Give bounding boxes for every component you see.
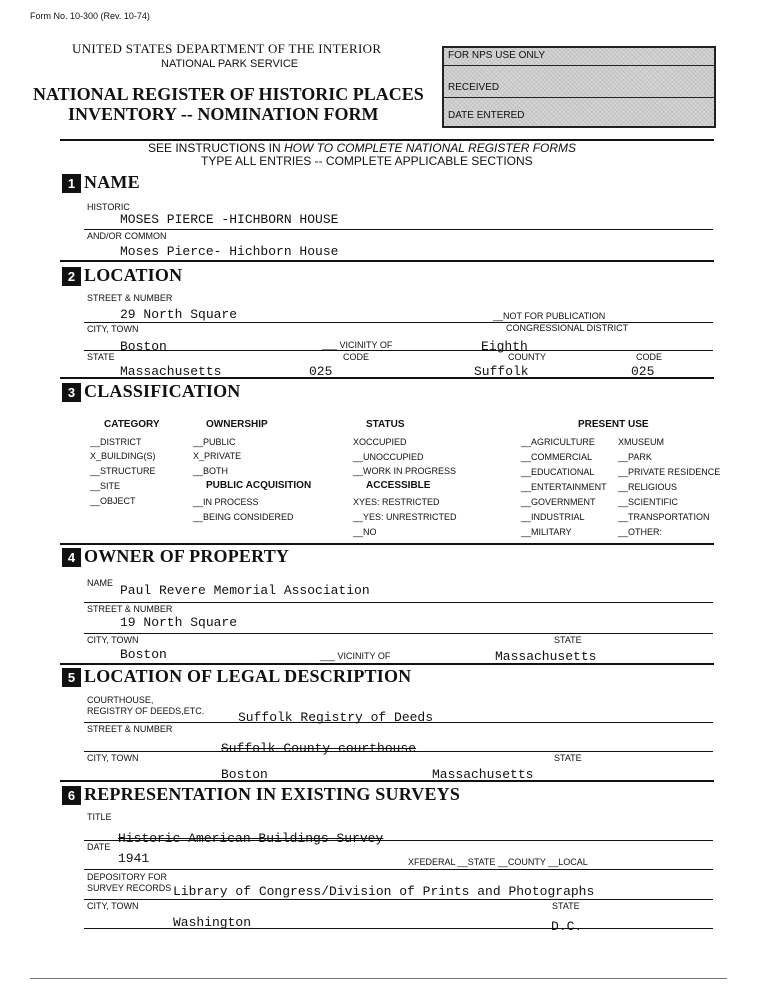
agency-name: NATIONAL PARK SERVICE	[161, 58, 299, 70]
owner-state-label: STATE	[554, 635, 582, 645]
instructions-italic: HOW TO COMPLETE NATIONAL REGISTER FORMS	[284, 141, 577, 155]
state-label: STATE	[87, 352, 115, 362]
accessible-unrestricted: __YES: UNRESTRICTED	[353, 512, 457, 522]
section-title: LOCATION OF LEGAL DESCRIPTION	[84, 666, 412, 686]
depository-state: D.C.	[551, 919, 583, 934]
survey-title: Historic American Buildings Survey	[118, 831, 384, 846]
owner-vicinity-label: ___ VICINITY OF	[320, 651, 391, 661]
category-heading: CATEGORY	[104, 419, 160, 430]
use-commercial: __COMMERCIAL	[521, 452, 593, 462]
owner-name: Paul Revere Memorial Association	[120, 583, 370, 598]
section-title: LOCATION	[84, 265, 183, 285]
category-buildings: X_BUILDING(S)	[90, 451, 156, 461]
depository-city: Washington	[173, 915, 252, 930]
use-agriculture: __AGRICULTURE	[521, 437, 595, 447]
section-6-header	[62, 784, 460, 805]
use-transportation: __TRANSPORTATION	[618, 512, 710, 522]
category-site: __SITE	[90, 481, 121, 491]
ownership-public: __PUBLIC	[193, 437, 236, 447]
section-5-header	[62, 666, 411, 687]
street-label: STREET & NUMBER	[87, 293, 173, 303]
section-title: OWNER OF PROPERTY	[84, 546, 290, 566]
use-park: __PARK	[618, 452, 652, 462]
form-title-line2: INVENTORY -- NOMINATION FORM	[68, 104, 379, 124]
section-number: 2	[62, 267, 81, 286]
common-name: Moses Pierce- Hichborn House	[120, 244, 339, 259]
owner-street: 19 North Square	[120, 615, 238, 630]
legal-state-label: STATE	[554, 753, 582, 763]
county-label: COUNTY	[508, 352, 546, 362]
survey-date: 1941	[118, 851, 150, 866]
public-acquisition-heading: PUBLIC ACQUISITION	[206, 480, 312, 491]
owner-state: Massachusetts	[495, 649, 597, 664]
status-work-in-progress: __WORK IN PROGRESS	[353, 466, 457, 476]
courthouse-label-2: REGISTRY OF DEEDS,ETC.	[87, 706, 205, 716]
legal-city: Boston	[221, 767, 268, 782]
use-military: __MILITARY	[521, 527, 572, 537]
section-number: 5	[62, 668, 81, 687]
legal-state: Massachusetts	[432, 767, 534, 782]
code-value: 025	[309, 364, 333, 379]
received-label: RECEIVED	[448, 82, 500, 93]
survey-levels: XFEDERAL __STATE __COUNTY __LOCAL	[408, 857, 588, 867]
congressional-district-label: CONGRESSIONAL DISTRICT	[506, 323, 629, 333]
not-for-publication: __NOT FOR PUBLICATION	[493, 311, 606, 321]
county-value: Suffolk	[474, 364, 529, 379]
historic-name: MOSES PIERCE -HICHBORN HOUSE	[120, 212, 339, 227]
status-unoccupied: __UNOCCUPIED	[353, 452, 424, 462]
acquisition-being-considered: __BEING CONSIDERED	[193, 512, 294, 522]
use-entertainment: __ENTERTAINMENT	[521, 482, 607, 492]
legal-street-label: STREET & NUMBER	[87, 724, 173, 734]
ownership-both: __BOTH	[193, 466, 229, 476]
depository-label-2: SURVEY RECORDS	[87, 883, 172, 893]
legal-street: Suffolk County courthouse	[221, 741, 417, 756]
legal-city-label: CITY, TOWN	[87, 753, 139, 763]
accessible-heading: ACCESSIBLE	[366, 480, 431, 491]
category-object: __OBJECT	[90, 496, 136, 506]
nps-box-header: FOR NPS USE ONLY	[448, 50, 546, 61]
accessible-no: __NO	[353, 527, 377, 537]
code2-label: CODE	[636, 352, 663, 362]
street-value: 29 North Square	[120, 307, 238, 322]
category-structure: __STRUCTURE	[90, 466, 156, 476]
depository-value: Library of Congress/Division of Prints and Photographs	[173, 884, 595, 899]
use-scientific: __SCIENTIFIC	[618, 497, 679, 507]
historic-label: HISTORIC	[87, 202, 130, 212]
state-value: Massachusetts	[120, 364, 222, 379]
section-number: 3	[62, 383, 81, 402]
common-name-label: AND/OR COMMON	[87, 231, 167, 241]
section-number: 1	[62, 174, 81, 193]
instructions-line2: TYPE ALL ENTRIES -- COMPLETE APPLICABLE SECTIONS	[201, 154, 533, 168]
section-2-header	[62, 265, 182, 286]
acquisition-in-process: __IN PROCESS	[193, 497, 259, 507]
form-number: Form No. 10-300 (Rev. 10-74)	[30, 11, 150, 21]
section-4-header	[62, 546, 289, 567]
section-title: CLASSIFICATION	[84, 381, 241, 401]
category-district: __DISTRICT	[90, 437, 142, 447]
section-3-header	[62, 381, 241, 402]
status-occupied: XOCCUPIED	[353, 437, 407, 447]
depository-label-1: DEPOSITORY FOR	[87, 872, 168, 882]
courthouse-value: Suffolk Registry of Deeds	[238, 710, 434, 725]
survey-date-label: DATE	[87, 842, 111, 852]
ownership-private: X_PRIVATE	[193, 451, 242, 461]
vicinity-label: ___ VICINITY OF	[322, 340, 393, 350]
present-use-heading: PRESENT USE	[578, 419, 649, 430]
code2-value: 025	[631, 364, 655, 379]
use-museum: XMUSEUM	[618, 437, 665, 447]
owner-name-label: NAME	[87, 578, 114, 588]
use-industrial: __INDUSTRIAL	[521, 512, 585, 522]
courthouse-label-1: COURTHOUSE,	[87, 695, 154, 705]
section-title: NAME	[84, 172, 140, 192]
section-number: 4	[62, 548, 81, 567]
use-private-residence: __PRIVATE RESIDENCE	[618, 467, 721, 477]
section-title: REPRESENTATION IN EXISTING SURVEYS	[84, 784, 461, 804]
code-label: CODE	[343, 352, 370, 362]
survey-title-label: TITLE	[87, 812, 112, 822]
owner-city-label: CITY, TOWN	[87, 635, 139, 645]
department-name: UNITED STATES DEPARTMENT OF THE INTERIOR	[72, 41, 382, 56]
form-title-line1: NATIONAL REGISTER OF HISTORIC PLACES	[33, 84, 424, 104]
use-religious: __RELIGIOUS	[618, 482, 678, 492]
section-number: 6	[62, 786, 81, 805]
use-other: __OTHER:	[618, 527, 663, 537]
owner-city: Boston	[120, 647, 167, 662]
status-heading: STATUS	[366, 419, 405, 430]
depository-city-label: CITY, TOWN	[87, 901, 139, 911]
accessible-restricted: XYES: RESTRICTED	[353, 497, 440, 507]
use-educational: __EDUCATIONAL	[521, 467, 595, 477]
use-government: __GOVERNMENT	[521, 497, 596, 507]
depository-state-label: STATE	[552, 901, 580, 911]
date-entered-label: DATE ENTERED	[448, 110, 525, 121]
congressional-district-value: Eighth	[481, 339, 528, 354]
city-label: CITY, TOWN	[87, 324, 139, 334]
city-value: Boston	[120, 339, 167, 354]
owner-street-label: STREET & NUMBER	[87, 604, 173, 614]
section-1-header	[62, 172, 140, 193]
instructions-line1: SEE INSTRUCTIONS IN HOW TO COMPLETE NATIONAL REGISTER FORMS	[148, 141, 577, 155]
nps-use-only-box	[442, 46, 716, 128]
ownership-heading: OWNERSHIP	[206, 419, 268, 430]
